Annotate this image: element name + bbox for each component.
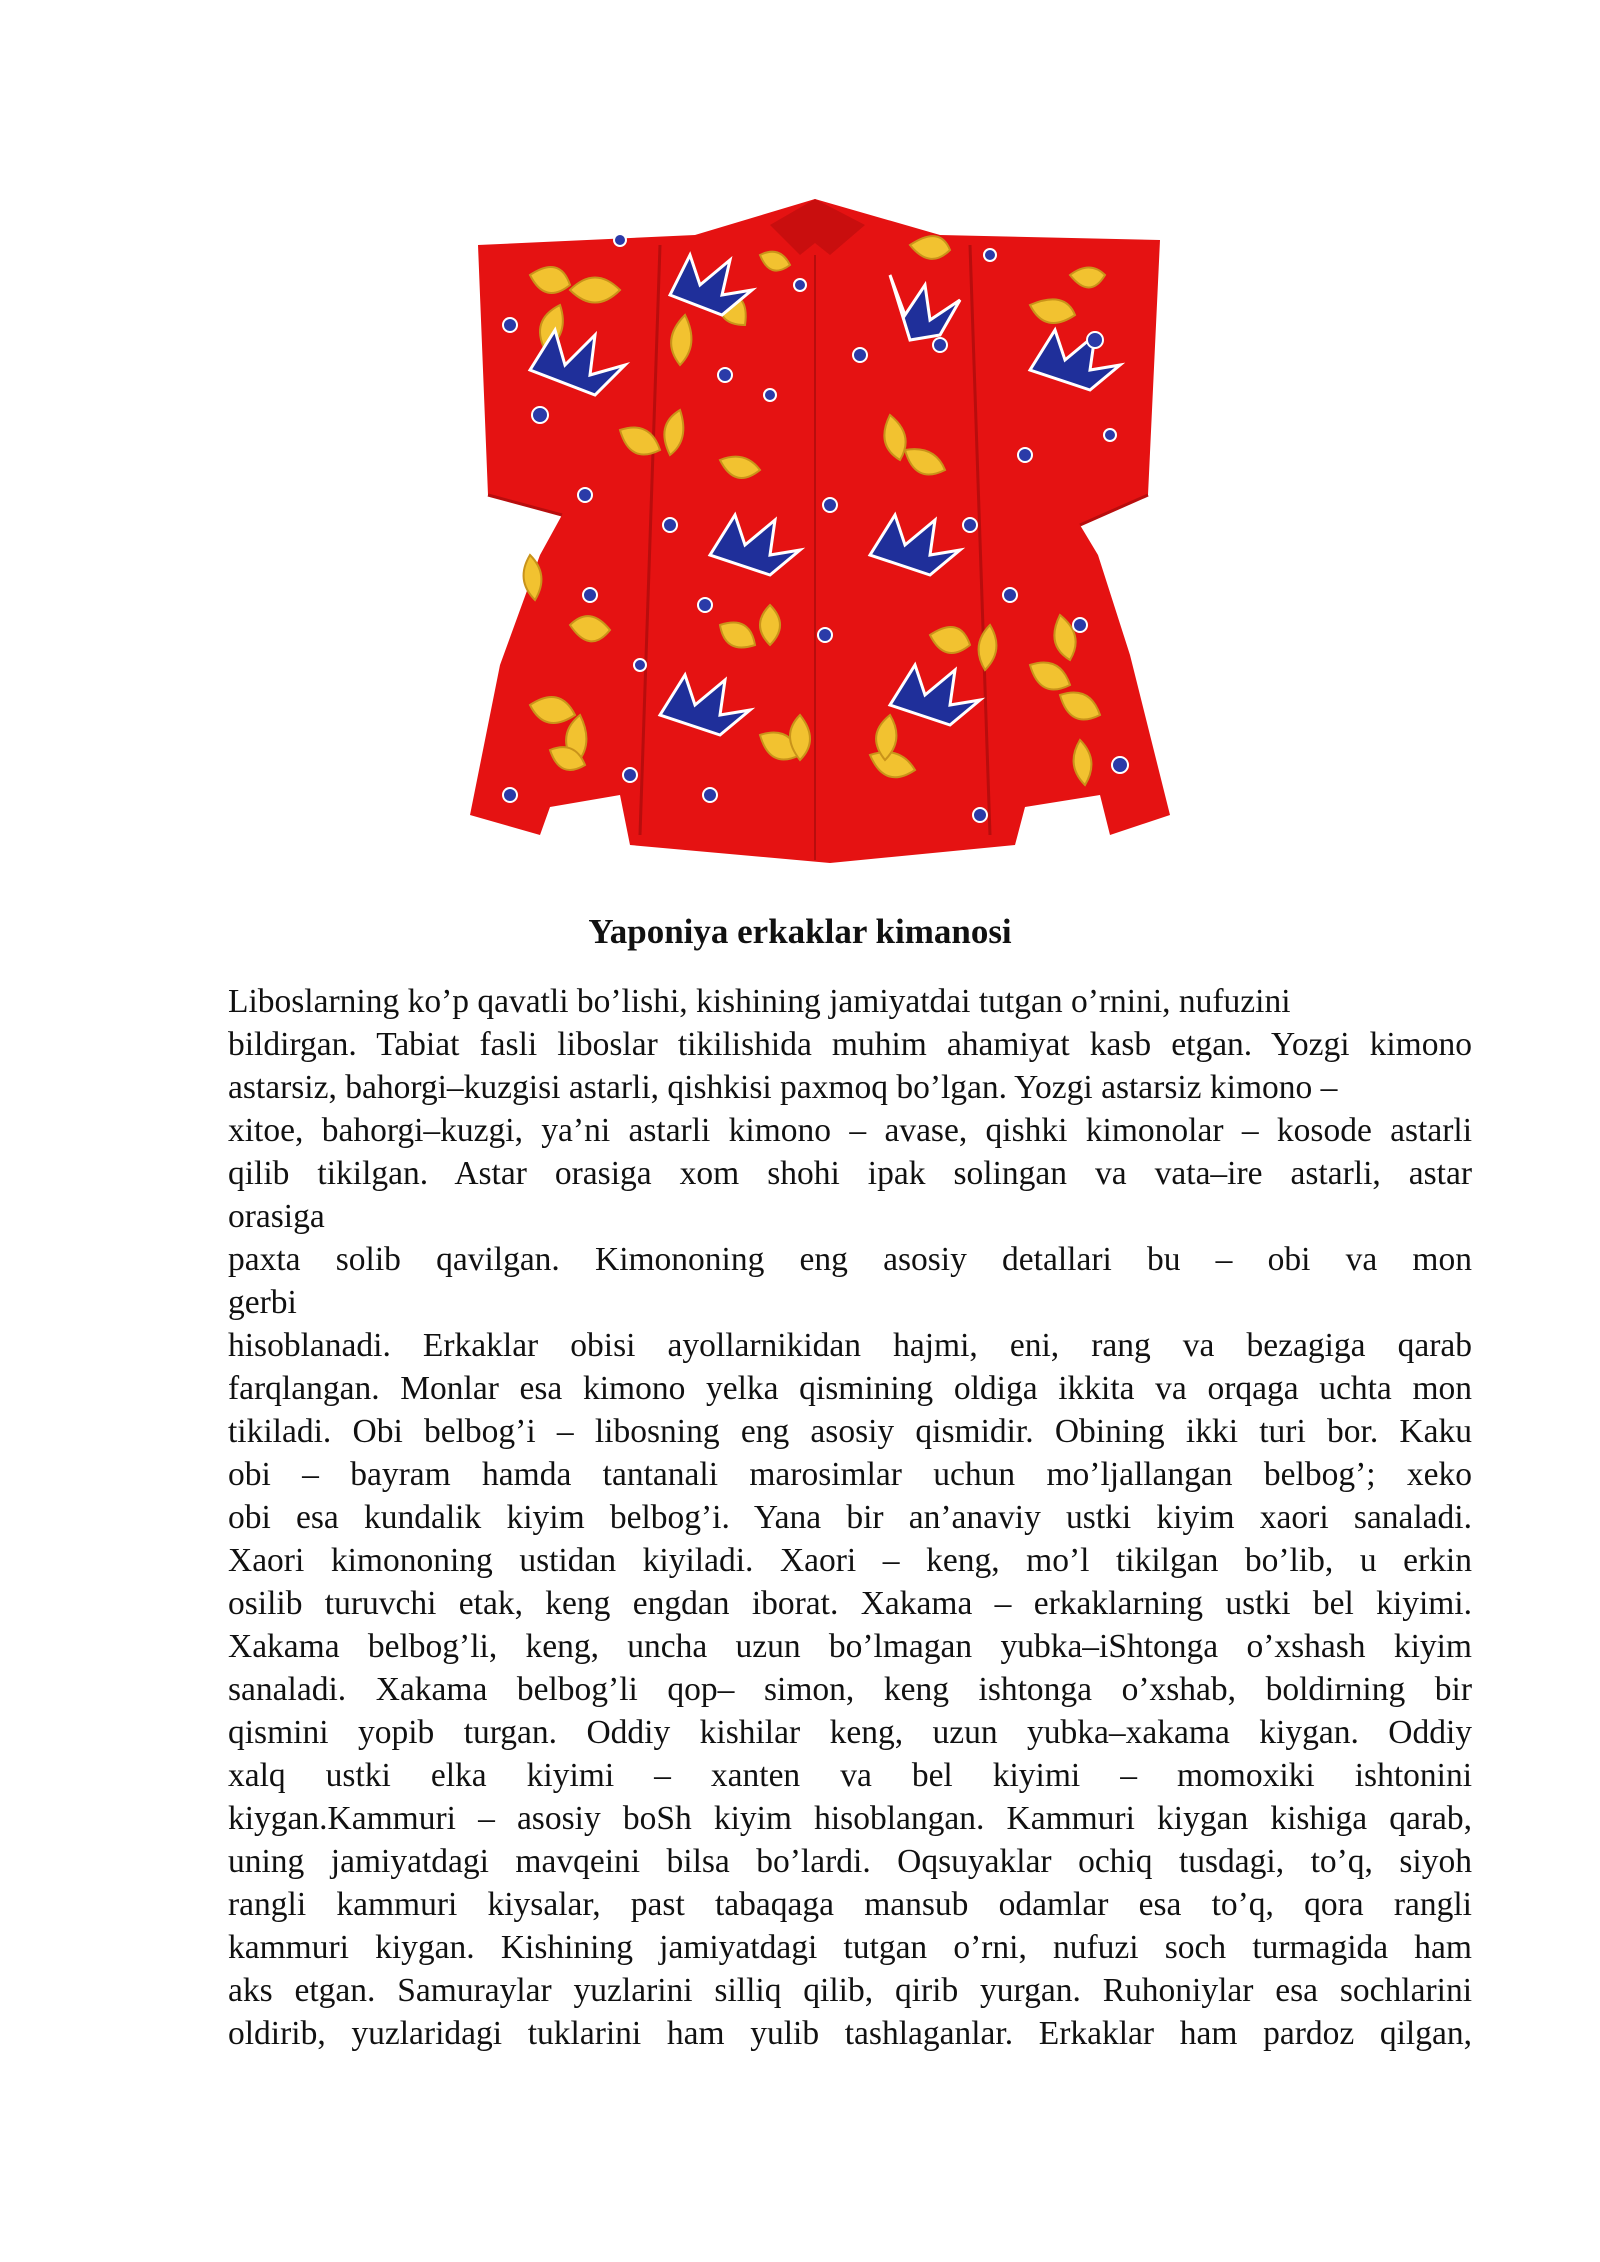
text-line: orasiga <box>228 1198 325 1235</box>
text-line: uning jamiyatdagi mavqeini bilsa bo’lardi. Oqsuyaklar ochiq tusdagi, to’q, siyoh <box>228 1843 1472 1880</box>
text-line: kiygan.Kammuri – asosiy boSh kiyim hisoblangan. Kammuri kiygan kishiga qarab, <box>228 1800 1472 1837</box>
kimono-icon <box>470 195 1170 875</box>
figure-caption: Yaponiya erkaklar kimanosi <box>588 912 1012 951</box>
text-line: rangli kammuri kiysalar, past tabaqaga mansub odamlar esa to’q, qora rangli <box>228 1886 1472 1923</box>
text-line: bildirgan. Tabiat fasli liboslar tikilishida muhim ahamiyat kasb etgan. Yozgi kimono <box>228 1026 1472 1063</box>
text-line: paxta solib qavilgan. Kimononing eng asosiy detallari bu – obi va mon <box>228 1241 1472 1278</box>
text-line: astarsiz, bahorgi–kuzgisi astarli, qishkisi paxmoq bo’lgan. Yozgi astarsiz kimono – <box>228 1069 1338 1106</box>
text-line: sanaladi. Xakama belbog’li qop– simon, keng ishtonga o’xshab, boldirning bir <box>228 1671 1472 1708</box>
text-line: obi – bayram hamda tantanali marosimlar uchun mo’ljallangan belbog’; xeko <box>228 1456 1472 1493</box>
text-line: Xakama belbog’li, keng, uncha uzun bo’lmagan yubka–iShtonga o’xshash kiyim <box>228 1628 1472 1665</box>
text-line: gerbi <box>228 1284 297 1321</box>
body-paragraph <box>228 980 1472 2055</box>
text-line: farqlangan. Monlar esa kimono yelka qismining oldiga ikkita va orqaga uchta mon <box>228 1370 1472 1407</box>
text-line: qismini yopib turgan. Oddiy kishilar keng, uzun yubka–xakama kiygan. Oddiy <box>228 1714 1472 1751</box>
text-line: Xaori kimononing ustidan kiyiladi. Xaori – keng, mo’l tikilgan bo’lib, u erkin <box>228 1542 1472 1579</box>
text-line: xitoe, bahorgi–kuzgi, ya’ni astarli kimono – avase, qishki kimonolar – kosode astarli <box>228 1112 1472 1149</box>
text-line: Liboslarning ko’p qavatli bo’lishi, kishining jamiyatdai tutgan o’rnini, nufuzini <box>228 983 1291 1020</box>
text-line: obi esa kundalik kiyim belbog’i. Yana bir an’anaviy ustki kiyim xaori sanaladi. <box>228 1499 1472 1536</box>
kimono-illustration <box>470 195 1170 875</box>
text-line: xalq ustki elka kiyimi – xanten va bel kiyimi – momoxiki ishtonini <box>228 1757 1472 1794</box>
text-line: kammuri kiygan. Kishining jamiyatdagi tutgan o’rni, nufuzi soch turmagida ham <box>228 1929 1472 1966</box>
text-line: aks etgan. Samuraylar yuzlarini silliq qilib, qirib yurgan. Ruhoniylar esa sochlarini <box>228 1972 1472 2009</box>
text-line: oldirib, yuzlaridagi tuklarini ham yulib tashlaganlar. Erkaklar ham pardoz qilgan, <box>228 2015 1472 2052</box>
text-line: hisoblanadi. Erkaklar obisi ayollarnikidan hajmi, eni, rang va bezagiga qarab <box>228 1327 1472 1364</box>
text-line: tikiladi. Obi belbog’i – libosning eng asosiy qismidir. Obining ikki turi bor. Kaku <box>228 1413 1472 1450</box>
text-line: qilib tikilgan. Astar orasiga xom shohi ipak solingan va vata–ire astarli, astar <box>228 1155 1472 1192</box>
text-line: osilib turuvchi etak, keng engdan iborat. Xakama – erkaklarning ustki bel kiyimi. <box>228 1585 1472 1622</box>
